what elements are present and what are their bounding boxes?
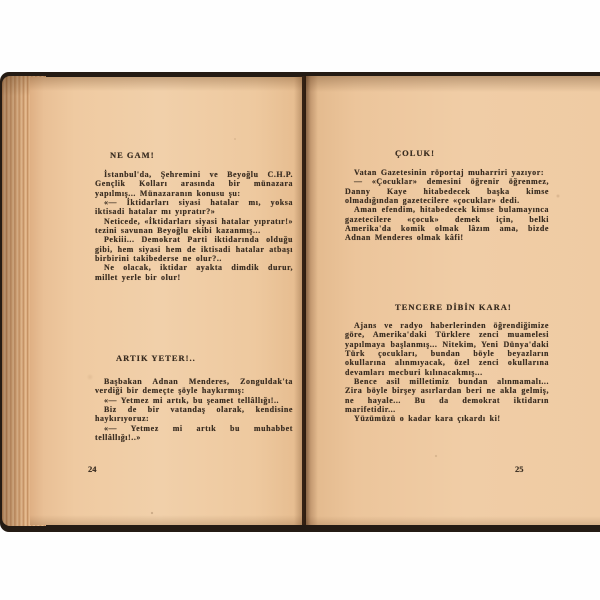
paragraph: Ajans ve radyo haberlerinden öğrendiğimize göre, Amerika'daki Türklere zenci muamelesi yapılmaya başlanmış... Nitekim, Yeni Dünya'daki Türk çocukları, bundan böyle beyazların okullarına alınmıyacak, özel zenci okullarına devamları mecburi kılınacakmış... [345, 321, 549, 377]
paragraph: «— İktidarları siyasi hatalar mı, yoksa iktisadi hatalar mı yıpratır?» [95, 198, 293, 217]
paragraph: Biz de bir vatandaş olarak, kendisine haykırıyoruz: [95, 405, 293, 424]
paragraph: Ne olacak, iktidar ayakta dimdik durur, millet yerle bir olur! [95, 263, 293, 282]
section-body [345, 321, 549, 424]
open-book [0, 72, 600, 532]
paragraph: «— Yetmez mi artık bu muhabbet tellâllığı!..» [95, 423, 293, 443]
paragraph: Neticede, «İktidarları siyasi hatalar yıpratır!» tezini savunan Beyoğlu ekibi kazanmış... [95, 216, 293, 236]
paragraph: Yüzümüzü o kadar kara çıkardı ki! [354, 414, 501, 424]
section-body [95, 377, 293, 442]
paragraph: Vatan Gazetesinin röportaj muharriri yazıyor: [354, 168, 545, 177]
section-body [345, 168, 549, 243]
paragraph: — «Çocuklar» demesini öğrenir öğrenmez, Danny Kaye hitabedecek başka kimse olmadığından gazetecilere «çocuklar» dedi. [345, 177, 549, 206]
section-heading: TENCERE DİBİN KARA! [395, 302, 512, 312]
section-body [95, 170, 293, 282]
section-heading: ARTIK YETER!.. [116, 353, 196, 363]
page-number-left: 24 [88, 464, 97, 474]
paragraph: Bence asil milletimiz bundan alınmamalı... Zira böyle birşey asırlardan beri ne akla gelmiş, ne hayale... Bu da demokrat iktidarın marifetidir... [345, 377, 549, 415]
paragraph: İstanbul'da, Şehremini ve Beyoğlu C.H.P. Gençlik Kolları arasında bir münazara yapılmış... Münazaranın konusu şu: [95, 170, 293, 198]
page-left [30, 77, 302, 525]
page-right [306, 76, 600, 525]
page-number-right: 25 [515, 464, 524, 474]
section-heading: NE GAM! [110, 150, 155, 160]
paragraph: Aman efendim, hitabedecek kimse bulamayınca gazetecilere «çocuk» demek için, belki Amerika'da komik olmak lâzım ama, bizde Adnan Menderes olmak kâfi! [345, 205, 549, 243]
paragraph: «— Yetmez mi artık, bu şeamet tellâllığı!.. [104, 395, 280, 405]
paragraph: Başbakan Adnan Menderes, Zonguldak'ta verdiği bir demeçte şöyle haykırmış: [95, 377, 293, 396]
section-heading: ÇOLUK! [395, 148, 435, 158]
paragraph: Pekiii... Demokrat Parti iktidarında olduğu gibi, hem siyasi hem de iktisadi hatalar atbaşı birbirini takibederse ne olur?.. [95, 235, 293, 264]
